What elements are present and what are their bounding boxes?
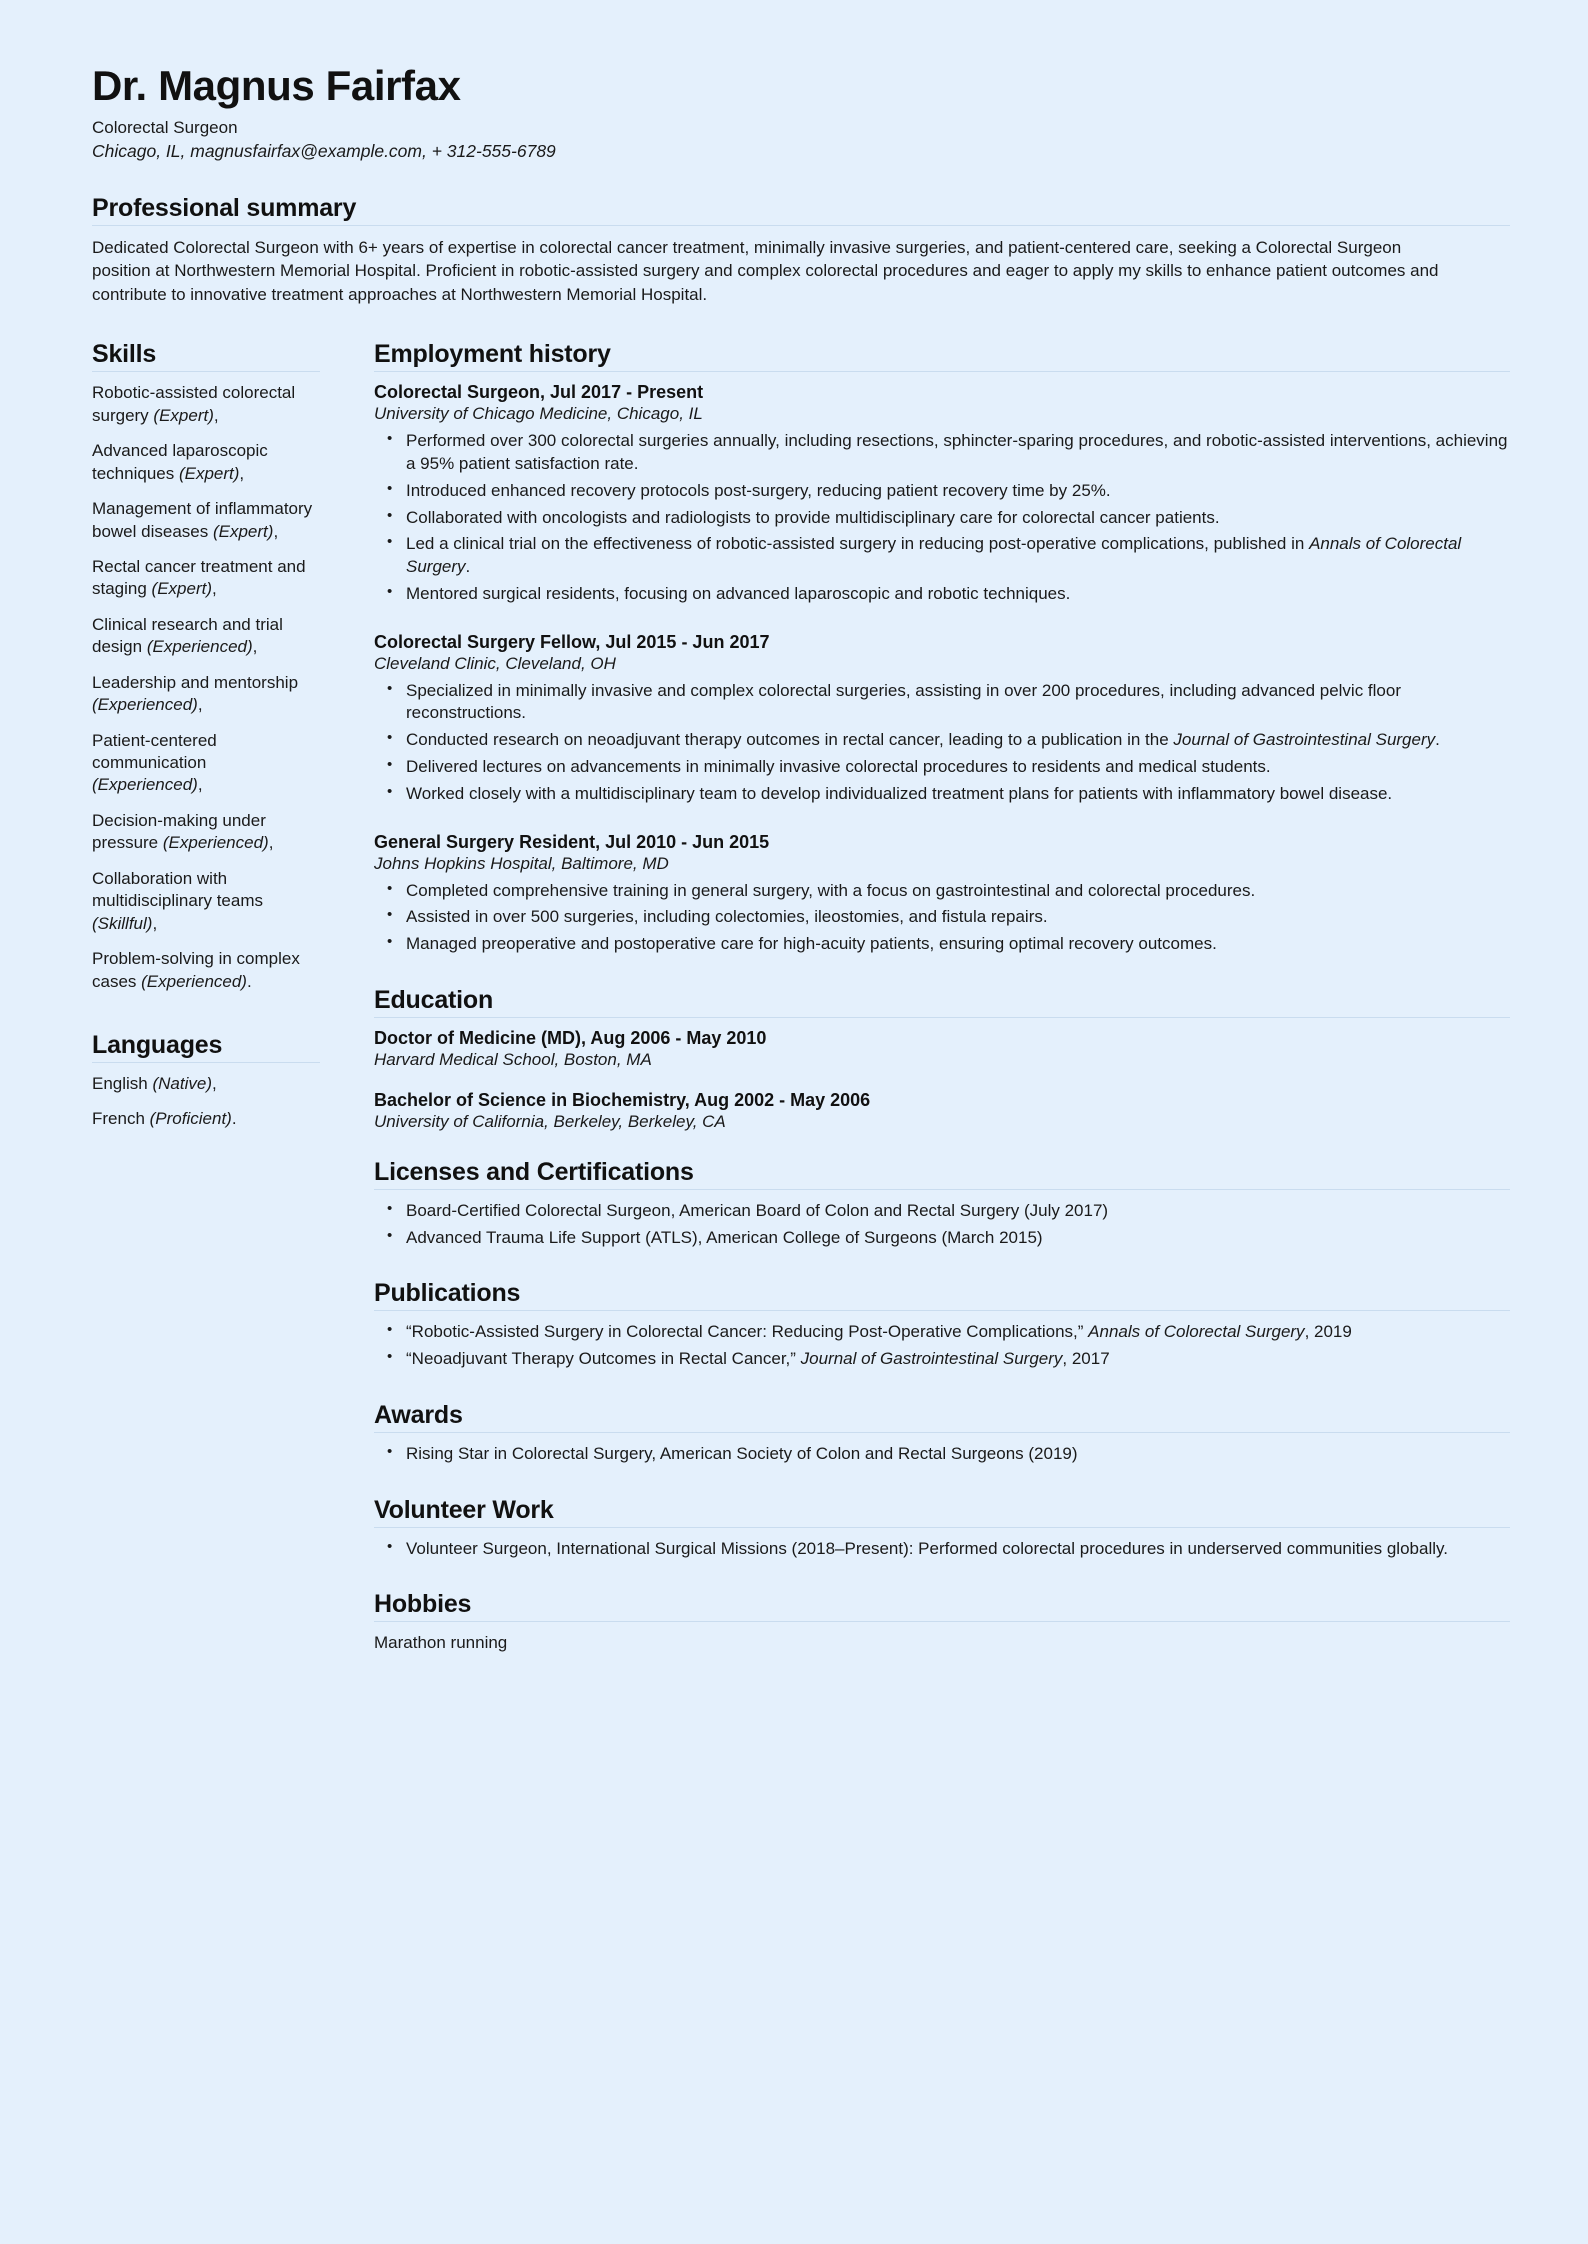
skill-item-punct: , — [197, 775, 203, 795]
section-divider — [92, 371, 320, 372]
license-item: • Advanced Trauma Life Support (ATLS), American College of Surgeons (March 2015) — [404, 1227, 1510, 1250]
skill-item-punct: , — [213, 405, 219, 425]
publication-item — [404, 1321, 1510, 1344]
employment-entry-bullets — [374, 430, 1510, 605]
employment-bullet-suffix: . — [1435, 730, 1440, 750]
summary-text: Dedicated Colorectal Surgeon with 6+ years of expertise in colorectal cancer treatment, minimally invasive surgeries, and patient-centered care, seeking a Colorectal Surgeon position at Northwestern Memorial Hospital. Proficient in robotic-assisted surgery and complex colorectal procedures and eager to apply my skills to enhance patient outcomes and contribute to innovative treatment approaches at Northwestern Memorial Hospital. — [92, 238, 1439, 304]
skill-item — [92, 810, 320, 855]
language-item — [92, 1073, 320, 1095]
employment-bullet-italic-title: Journal of Gastrointestinal Surgery — [1173, 730, 1436, 750]
skill-item-punct: , — [239, 463, 245, 483]
skill-item-punct: , — [197, 695, 203, 715]
skill-item-name: Problem-solving in complex cases — [92, 949, 300, 991]
publication-item-suffix: , 2019 — [1304, 1322, 1352, 1342]
skill-item-level: (Expert) — [212, 521, 274, 541]
skills-heading: Skills — [92, 340, 157, 369]
employment-bullet — [404, 729, 1510, 752]
language-item-punct: , — [212, 1073, 217, 1093]
section-divider — [92, 1062, 320, 1063]
professional-summary-section — [92, 194, 1510, 306]
employment-entry — [374, 632, 1510, 806]
education-entry-school: University of California, Berkeley, Berkeley, CA — [374, 1111, 726, 1131]
employment-bullet — [404, 533, 1510, 579]
volunteer-heading: Volunteer Work — [374, 1495, 554, 1524]
section-divider — [374, 1310, 1510, 1311]
candidate-contact: Chicago, IL, magnusfairfax@example.com, + 312-555-6789 — [92, 141, 556, 161]
publication-item-italic-title: Annals of Colorectal Surgery — [1088, 1322, 1305, 1342]
awards-heading: Awards — [374, 1400, 463, 1429]
languages-heading: Languages — [92, 1030, 223, 1059]
employment-bullet: • Specialized in minimally invasive and complex colorectal surgeries, assisting in over 200 procedures, including advanced pelvic floor reconstructions. — [404, 680, 1510, 726]
skill-item-level: (Expert) — [151, 579, 213, 599]
license-item: • Board-Certified Colorectal Surgeon, American Board of Colon and Rectal Surgery (July 2017) — [404, 1200, 1510, 1223]
skill-item-name: Patient-centered communication — [92, 730, 217, 773]
employment-entry-title: General Surgery Resident, Jul 2010 - Jun 2015 — [374, 831, 770, 852]
employment-entry-organization: Johns Hopkins Hospital, Baltimore, MD — [374, 853, 669, 873]
volunteer-section — [374, 1496, 1510, 1561]
volunteer-item: • Volunteer Surgeon, International Surgical Missions (2018–Present): Performed colorectal procedures in underserved communities globally. — [404, 1538, 1510, 1561]
employment-bullet: • Assisted in over 500 surgeries, including colectomies, ileostomies, and fistula repairs. — [404, 906, 1510, 929]
publication-item — [404, 1348, 1510, 1371]
language-item — [92, 1108, 320, 1130]
employment-bullet: • Collaborated with oncologists and radiologists to provide multidisciplinary care for colorectal cancer patients. — [404, 507, 1510, 530]
main-content — [344, 340, 1510, 1655]
employment-entry-bullets — [374, 880, 1510, 956]
skill-item-level: (Experienced) — [92, 695, 198, 715]
awards-list — [374, 1443, 1510, 1466]
skill-item-punct: . — [246, 971, 252, 991]
award-item: • Rising Star in Colorectal Surgery, American Society of Colon and Rectal Surgeons (2019) — [404, 1443, 1510, 1466]
skill-item — [92, 498, 320, 543]
hobbies-section — [374, 1590, 1510, 1655]
employment-entry-organization: University of Chicago Medicine, Chicago, IL — [374, 404, 703, 424]
employment-section — [374, 340, 1510, 955]
education-entry-degree: Doctor of Medicine (MD), Aug 2006 - May 2010 — [374, 1027, 767, 1048]
skill-item-punct: , — [268, 833, 274, 853]
publications-heading: Publications — [374, 1279, 521, 1308]
summary-heading: Professional summary — [92, 194, 357, 222]
education-entry — [374, 1090, 1510, 1132]
publication-item-text: “Neoadjuvant Therapy Outcomes in Rectal Cancer,” — [406, 1349, 801, 1369]
language-item-punct: . — [231, 1109, 237, 1129]
body-columns — [92, 340, 1510, 1655]
candidate-name: Dr. Magnus Fairfax — [92, 62, 461, 109]
employment-heading: Employment history — [374, 340, 611, 369]
skill-item-level: (Experienced) — [146, 637, 253, 657]
skill-item-name: Collaboration with multidisciplinary teams — [92, 868, 263, 911]
skill-item-name: Management of inflammatory bowel diseases — [92, 499, 313, 541]
skill-item — [92, 440, 320, 485]
skill-item-level: (Experienced) — [162, 833, 269, 853]
employment-bullet: • Mentored surgical residents, focusing on advanced laparoscopic and robotic techniques. — [404, 583, 1510, 606]
skill-item-level: (Expert) — [178, 463, 240, 483]
employment-entry-title: Colorectal Surgery Fellow, Jul 2015 - Jun 2017 — [374, 631, 770, 652]
sidebar — [92, 340, 344, 1144]
education-section — [374, 986, 1510, 1132]
skill-item-name: Decision-making under pressure — [92, 810, 266, 853]
employment-entry — [374, 382, 1510, 605]
publication-item-italic-title: Journal of Gastrointestinal Surgery — [800, 1349, 1063, 1369]
skill-item — [92, 730, 320, 797]
section-divider — [374, 1189, 1510, 1190]
education-entry — [374, 1028, 1510, 1070]
skills-list — [92, 382, 320, 993]
skill-item — [92, 868, 320, 935]
skills-section — [92, 340, 320, 993]
skill-item-level: (Skillful) — [92, 913, 153, 933]
education-entry-school: Harvard Medical School, Boston, MA — [374, 1049, 652, 1069]
employment-entries — [374, 382, 1510, 955]
employment-bullet: • Performed over 300 colorectal surgeries annually, including resections, sphincter-sparing procedures, and robotic-assisted interventions, achieving a 95% patient satisfaction rate. — [404, 430, 1510, 476]
publication-item-suffix: , 2017 — [1062, 1349, 1110, 1369]
skill-item-name: Rectal cancer treatment and staging — [92, 556, 306, 599]
skill-item-punct: , — [252, 637, 258, 657]
awards-section — [374, 1401, 1510, 1466]
employment-entry — [374, 832, 1510, 956]
skill-item-punct: , — [152, 913, 158, 933]
skill-item-punct: , — [273, 521, 279, 541]
languages-list — [92, 1073, 320, 1131]
employment-bullet-italic-title: Annals of Colorectal Surgery — [406, 534, 1462, 577]
resume-header — [92, 62, 1510, 162]
section-divider — [374, 1432, 1510, 1433]
language-item-level: (Native) — [152, 1073, 212, 1093]
publications-list — [374, 1321, 1510, 1371]
language-item-name: French — [92, 1109, 150, 1129]
employment-entry-title: Colorectal Surgeon, Jul 2017 - Present — [374, 382, 704, 403]
skill-item-punct: , — [212, 579, 217, 599]
skill-item-name: Robotic-assisted colorectal surgery — [92, 383, 296, 425]
education-heading: Education — [374, 985, 494, 1014]
skill-item-level: (Expert) — [153, 405, 214, 425]
skill-item-name: Clinical research and trial design — [92, 614, 283, 657]
employment-bullet: • Managed preoperative and postoperative care for high-acuity patients, ensuring optimal recovery outcomes. — [404, 933, 1510, 956]
employment-bullet-text: Led a clinical trial on the effectiveness of robotic-assisted surgery in reducing post-operative complications, published in — [406, 534, 1310, 554]
education-entry-degree: Bachelor of Science in Biochemistry, Aug 2002 - May 2006 — [374, 1089, 871, 1110]
employment-entry-organization: Cleveland Clinic, Cleveland, OH — [374, 653, 616, 673]
hobbies-heading: Hobbies — [374, 1590, 472, 1619]
section-divider — [374, 1621, 1510, 1622]
employment-entry-bullets — [374, 680, 1510, 806]
hobbies-text: Marathon running — [374, 1633, 508, 1653]
publication-item-text: “Robotic-Assisted Surgery in Colorectal Cancer: Reducing Post-Operative Complications,” — [406, 1322, 1089, 1342]
section-divider — [374, 1527, 1510, 1528]
skill-item — [92, 614, 320, 659]
publications-section — [374, 1279, 1510, 1371]
languages-section — [92, 1031, 320, 1131]
skill-item — [92, 556, 320, 601]
licenses-section — [374, 1158, 1510, 1250]
education-entries — [374, 1028, 1510, 1132]
section-divider — [92, 225, 1510, 226]
skill-item — [92, 382, 320, 427]
licenses-list — [374, 1200, 1510, 1250]
candidate-job-title: Colorectal Surgeon — [92, 118, 238, 137]
employment-bullet: • Delivered lectures on advancements in minimally invasive colorectal procedures to residents and medical students. — [404, 756, 1510, 779]
licenses-heading: Licenses and Certifications — [374, 1157, 694, 1186]
employment-bullet-text: Conducted research on neoadjuvant therapy outcomes in rectal cancer, leading to a publication in the — [406, 730, 1174, 750]
skill-item-level: (Experienced) — [141, 971, 247, 991]
skill-item-name: Leadership and mentorship — [92, 672, 299, 692]
language-item-name: English — [92, 1073, 153, 1093]
employment-bullet: • Completed comprehensive training in general surgery, with a focus on gastrointestinal and colorectal procedures. — [404, 880, 1510, 903]
employment-bullet: • Worked closely with a multidisciplinary team to develop individualized treatment plans for patients with inflammatory bowel disease. — [404, 783, 1510, 806]
volunteer-list — [374, 1538, 1510, 1561]
employment-bullet-suffix: . — [465, 557, 471, 577]
skill-item — [92, 672, 320, 717]
skill-item-name: Advanced laparoscopic techniques — [92, 441, 268, 483]
skill-item — [92, 948, 320, 993]
language-item-level: (Proficient) — [149, 1109, 232, 1129]
section-divider — [374, 1017, 1510, 1018]
section-divider — [374, 371, 1510, 372]
skill-item-level: (Experienced) — [92, 775, 198, 795]
employment-bullet: • Introduced enhanced recovery protocols post-surgery, reducing patient recovery time by 25%. — [404, 480, 1510, 503]
